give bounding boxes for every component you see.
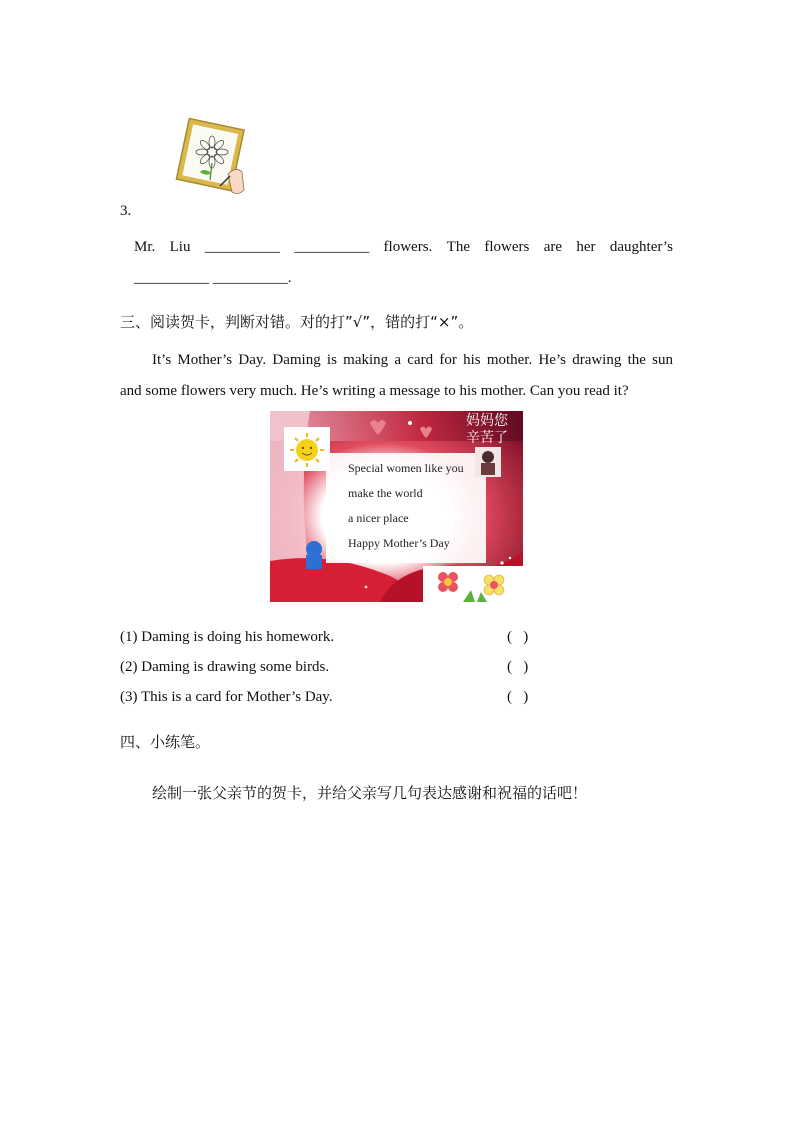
word: are: [543, 239, 563, 255]
reading-passage-line-2: and some flowers very much. He’s writing a message to his mother. Can you read it?: [120, 383, 629, 399]
word: Liu: [169, 239, 191, 255]
flowers-icon: [423, 566, 523, 602]
section-4-heading: 四、小练笔。: [120, 733, 211, 751]
word: flowers.: [383, 239, 433, 255]
word: daughter’s: [609, 239, 673, 255]
answer-parentheses[interactable]: ( ): [507, 659, 529, 675]
card-message-line: Special women like you: [348, 461, 464, 475]
writing-task-instruction: 绘制一张父亲节的贺卡，并给父亲写几句表达感谢和祝福的话吧！: [152, 784, 588, 802]
mother-photo-icon: [475, 447, 501, 477]
answer-blank[interactable]: __________: [204, 239, 280, 255]
sun-icon: [284, 427, 330, 471]
card-message-line: make the world: [348, 486, 423, 500]
flower-drawing-illustration: [172, 116, 252, 202]
answer-parentheses[interactable]: ( ): [507, 629, 529, 645]
card-message-line: Happy Mother’s Day: [348, 536, 450, 550]
answer-parentheses[interactable]: ( ): [507, 689, 529, 705]
reading-passage-line-1: It’s Mother’s Day. Daming is making a card for his mother. He’s drawing the sun: [152, 352, 673, 368]
question-3-number: 3.: [120, 203, 132, 219]
word: The: [446, 239, 470, 255]
answer-blank[interactable]: __________: [294, 239, 370, 255]
card-chinese-title: 妈妈您 辛苦了: [466, 413, 508, 446]
question-3-sentence-line-2[interactable]: __________ __________.: [134, 270, 292, 286]
statement-text: (2) Daming is drawing some birds.: [120, 659, 330, 675]
word: Mr.: [134, 239, 156, 255]
word: flowers: [484, 239, 530, 255]
card-message-line: a nicer place: [348, 511, 409, 525]
section-3-heading: 三、阅读贺卡，判断对错。对的打”√”，错的打“×”。: [120, 313, 474, 331]
statement-text: (3) This is a card for Mother’s Day.: [120, 689, 333, 705]
statement-text: (1) Daming is doing his homework.: [120, 629, 335, 645]
mothers-day-card-image: [270, 411, 523, 602]
cartoon-figure-icon: [306, 541, 322, 569]
word: her: [576, 239, 596, 255]
question-3-sentence-line-1: [134, 239, 673, 256]
